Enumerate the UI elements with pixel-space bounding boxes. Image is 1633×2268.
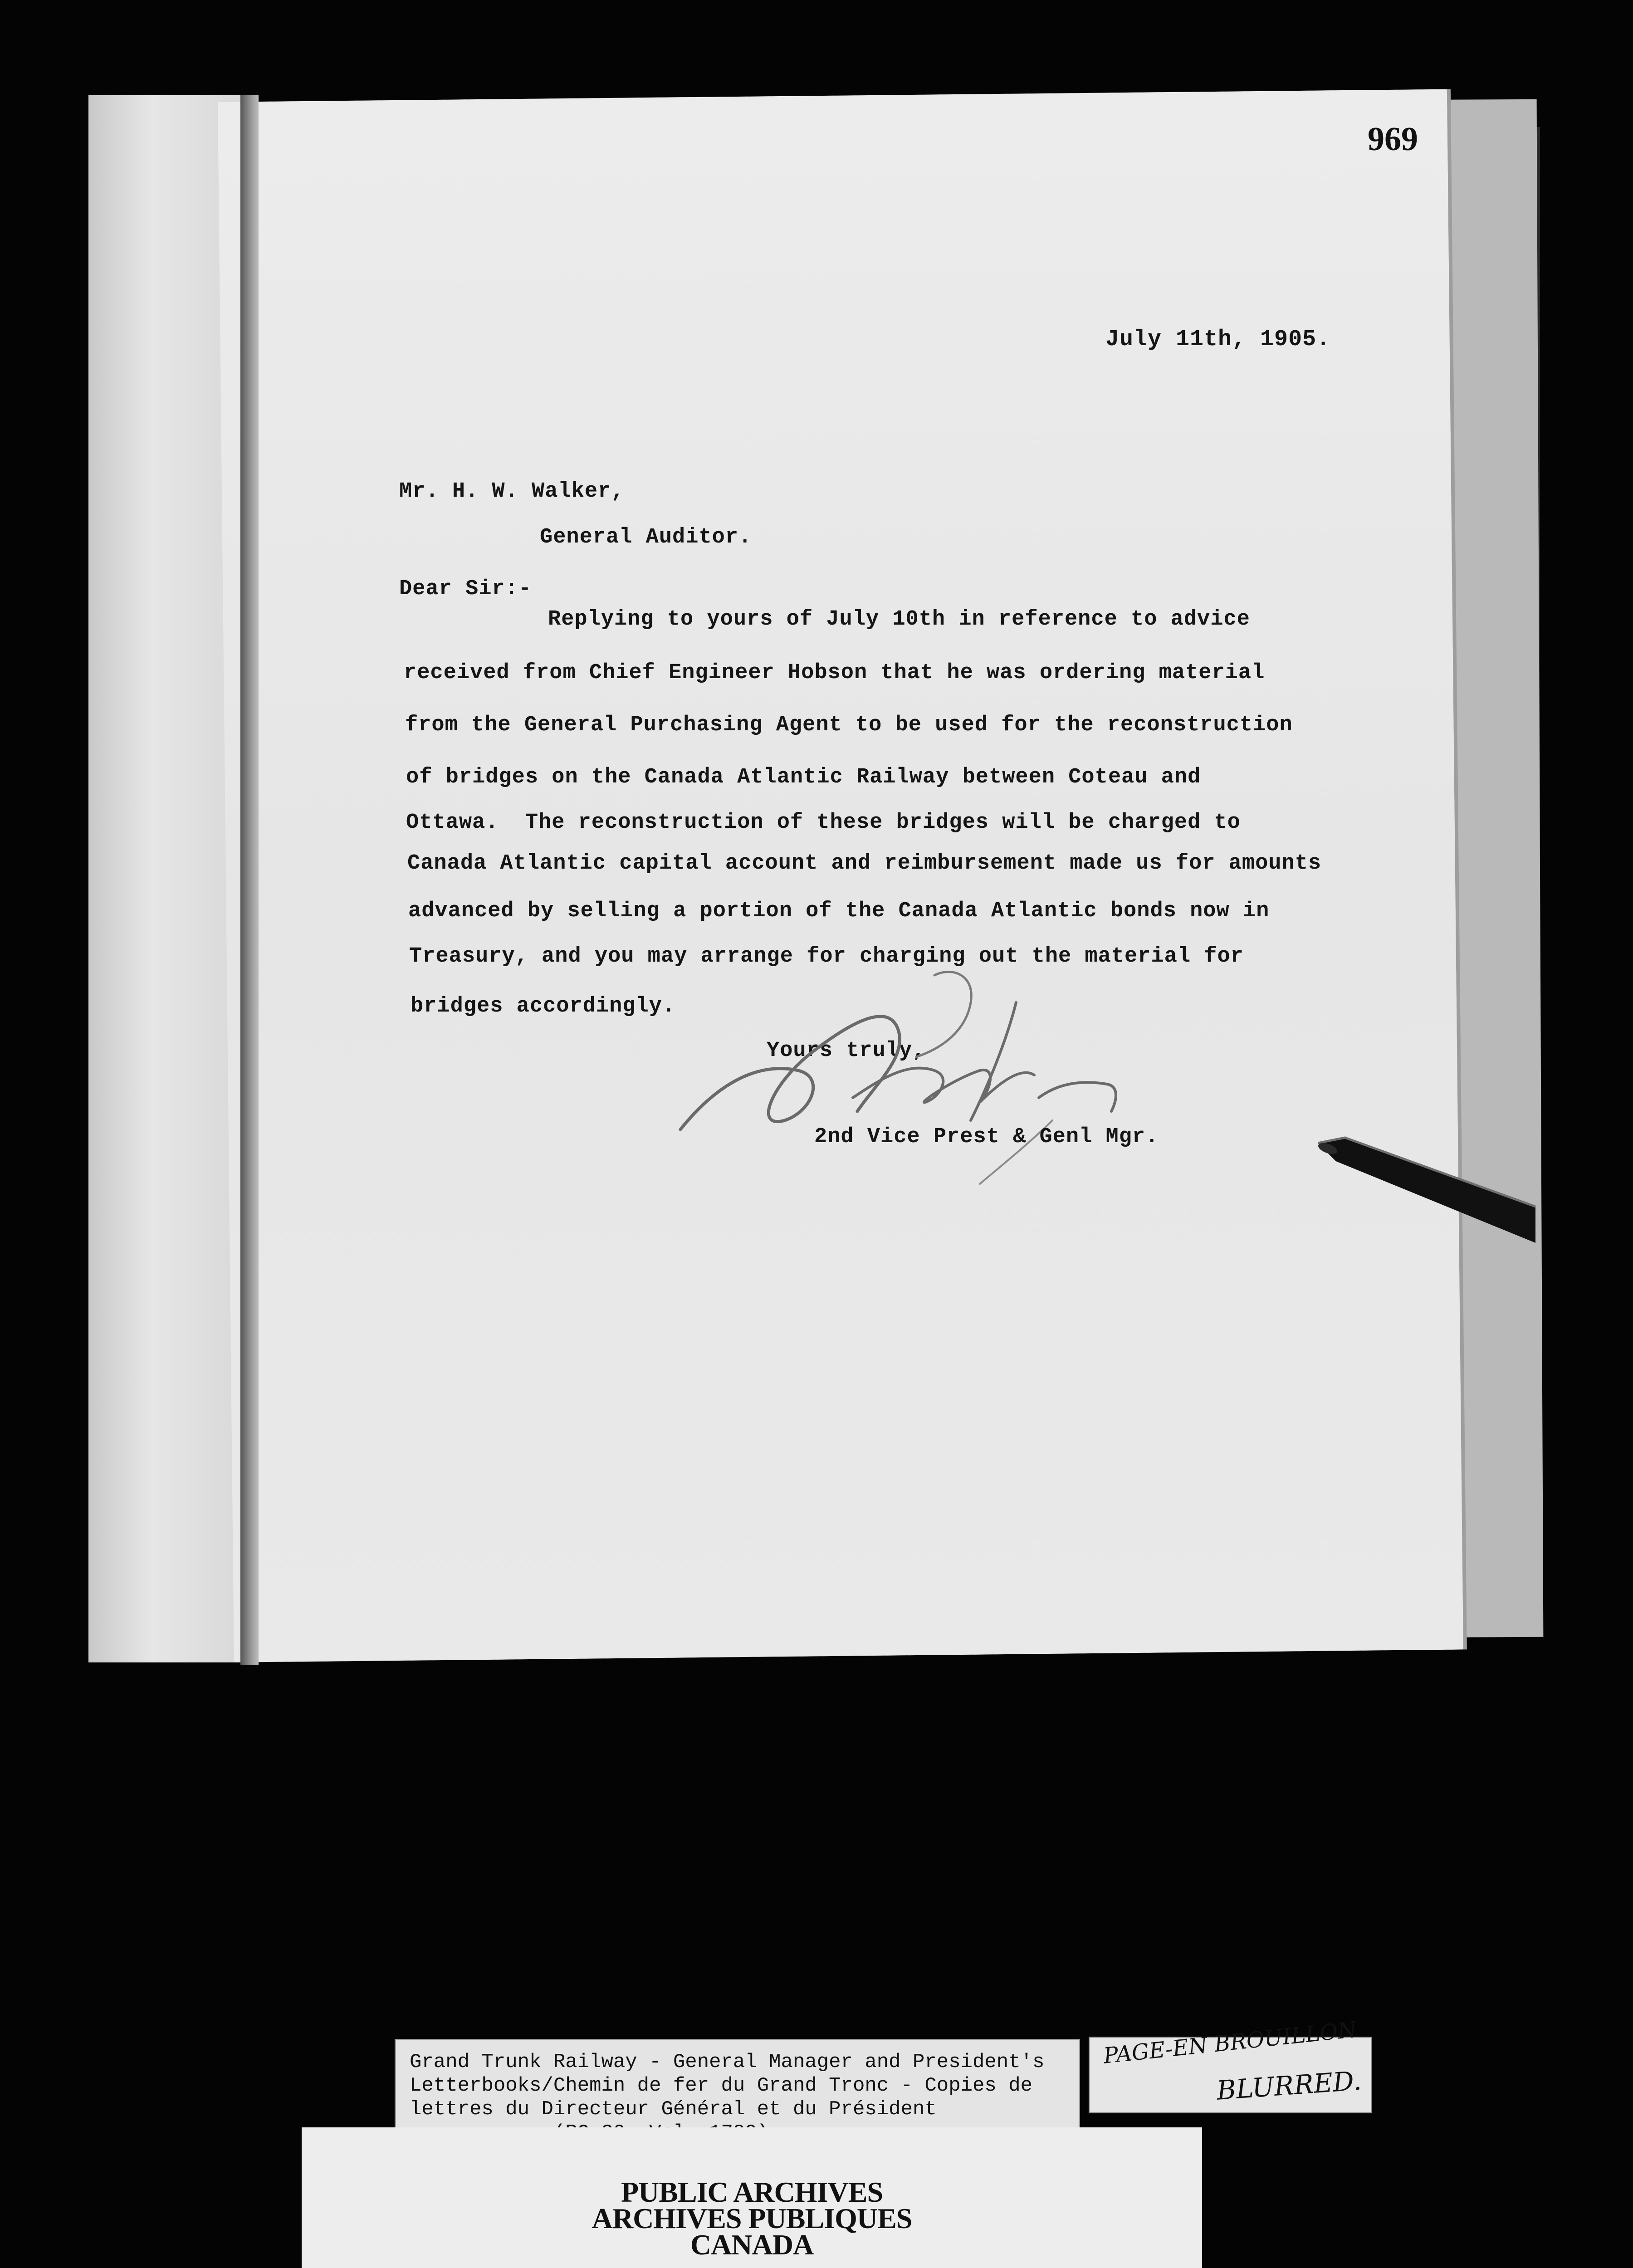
- addressee-name: Mr. H. W. Walker,: [399, 479, 625, 503]
- page-number: 969: [1368, 121, 1418, 158]
- letter-page: [218, 89, 1463, 1662]
- handwritten-note-line1: PAGE-EN BROUILLON: [1102, 2017, 1358, 2069]
- archive-label-line: Letterbooks/Chemin de fer du Grand Tronc - Copies de: [410, 2074, 1033, 2097]
- archives-stamp-line3: CANADA: [690, 2229, 814, 2261]
- archive-label-line: Grand Trunk Railway - General Manager and President's: [410, 2051, 1045, 2073]
- closing: Yours truly,: [767, 1039, 926, 1063]
- body-line: bridges accordingly.: [411, 994, 676, 1018]
- body-line: Replying to yours of July 10th in reference to advice: [548, 607, 1250, 631]
- archives-stamp-line1: PUBLIC ARCHIVES: [621, 2176, 883, 2208]
- signature: [662, 948, 1198, 1193]
- body-line: advanced by selling a portion of the Canada Atlantic bonds now in: [408, 899, 1270, 923]
- body-line: from the General Purchasing Agent to be used for the reconstruction: [405, 713, 1293, 737]
- archive-label-line: lettres du Directeur Général et du Président: [410, 2098, 937, 2121]
- body-line: Treasury, and you may arrange for charging out the material for: [409, 944, 1244, 968]
- signatory-title: 2nd Vice Prest & Genl Mgr.: [814, 1125, 1159, 1149]
- binding-shadow: [240, 95, 259, 1665]
- pen-pointer-icon: [1318, 1129, 1545, 1256]
- body-line: Ottawa. The reconstruction of these bridges will be charged to: [406, 811, 1241, 835]
- handwritten-note-line2: BLURRED.: [1216, 2065, 1363, 2106]
- body-line: of bridges on the Canada Atlantic Railway between Coteau and: [406, 765, 1201, 789]
- addressee-title: General Auditor.: [540, 525, 752, 549]
- body-line: received from Chief Engineer Hobson that he was ordering material: [404, 661, 1265, 685]
- archives-stamp-line2: ARCHIVES PUBLIQUES: [592, 2202, 912, 2234]
- letter-date: July 11th, 1905.: [1105, 327, 1331, 352]
- salutation: Dear Sir:-: [399, 577, 532, 601]
- body-line: Canada Atlantic capital account and reimbursement made us for amounts: [407, 851, 1322, 875]
